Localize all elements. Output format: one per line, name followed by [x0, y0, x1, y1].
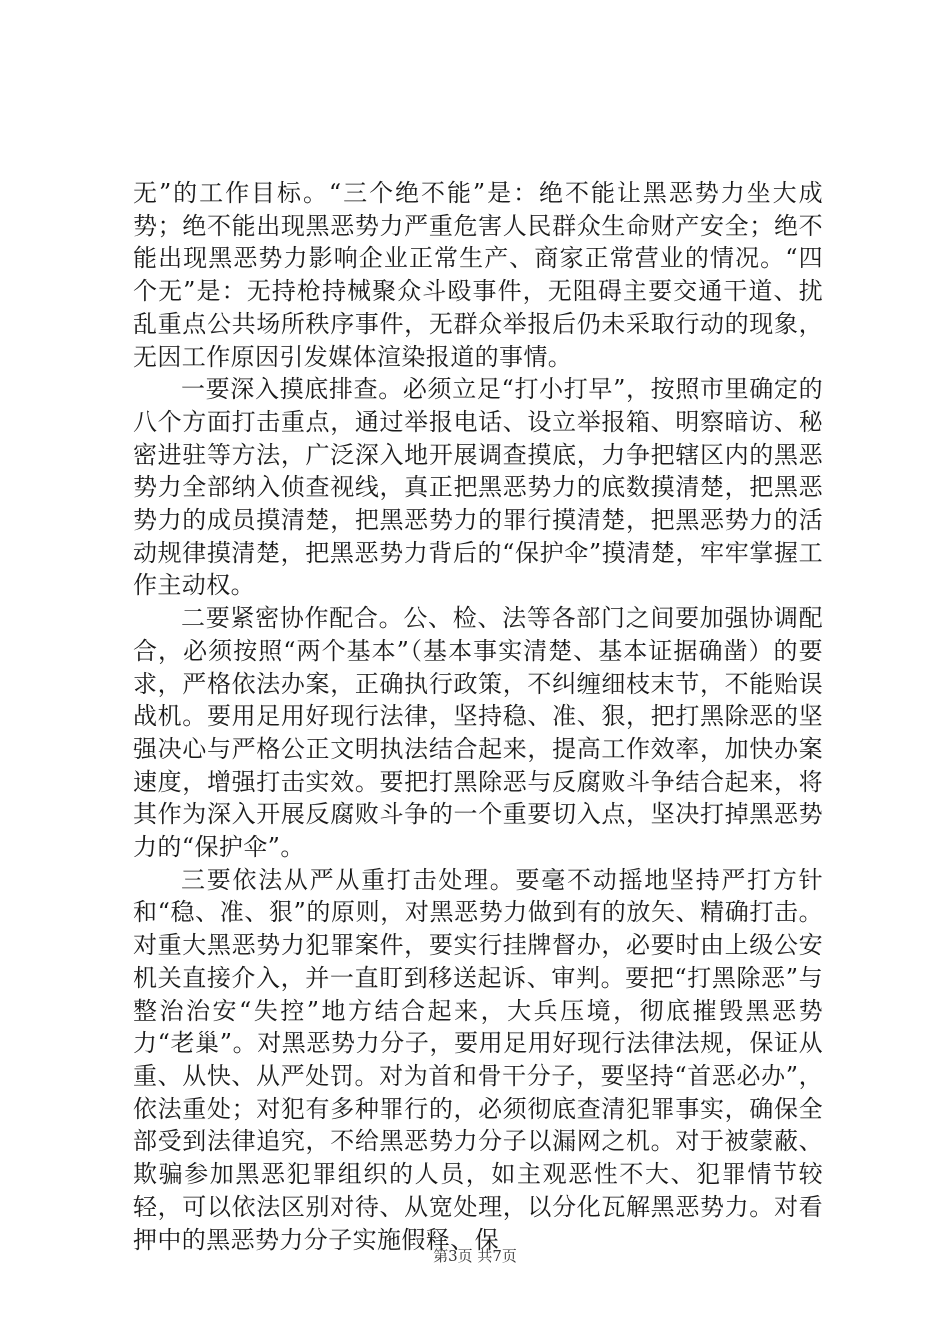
document-body [133, 177, 823, 1256]
paragraph-punishment: 三要依法从严从重打击处理。要毫不动摇地坚持严打方针和“稳、准、狠”的原则，对黑恶势力做到有的放矢、精确打击。对重大黑恶势力犯罪案件，要实行挂牌督办，必要时由上级公安机关直接介入，并一直盯到移送起诉、审判。要把“打黑除恶”与整治治安“失控”地方结合起来，大兵压境，彻底摧毁黑恶势力“老巢”。对黑恶势力分子，要用足用好现行法律法规，保证从重、从快、从严处罚。对为首和骨干分子，要坚持“首恶必办”，依法重处；对犯有多种罪行的，必须彻底查清犯罪事实，确保全部受到法律追究，不给黑恶势力分子以漏网之机。对于被蒙蔽、欺骗参加黑恶犯罪组织的人员，如主观恶性不大、犯罪情节较轻，可以依法区别对待、从宽处理，以分化瓦解黑恶势力。对看押中的黑恶势力分子实施假释、保 [133, 865, 823, 1254]
page-number-footer: 第3页 共7页 [433, 1247, 517, 1265]
paragraph-investigation: 一要深入摸底排查。必须立足“打小打早”，按照市里确定的八个方面打击重点，通过举报电话、设立举报箱、明察暗访、秘密进驻等方法，广泛深入地开展调查摸底，力争把辖区内的黑恶势力全部纳入侦查视线，真正把黑恶势力的底数摸清楚，把黑恶势力的成员摸清楚，把黑恶势力的罪行摸清楚，把黑恶势力的活动规律摸清楚，把黑恶势力背后的“保护伞”摸清楚，牢牢掌握工作主动权。 [133, 375, 823, 600]
paragraph-continuation: 无”的工作目标。“三个绝不能”是：绝不能让黑恶势力坐大成势；绝不能出现黑恶势力严重危害人民群众生命财产安全；绝不能出现黑恶势力影响企业正常生产、商家正常营业的情况。“四个无”是：无持枪持械聚众斗殴事件，无阻碍主要交通干道、扰乱重点公共场所秩序事件，无群众举报后仍未采取行动的现象，无因工作原因引发媒体渲染报道的事情。 [133, 179, 823, 371]
paragraph-cooperation: 二要紧密协作配合。公、检、法等各部门之间要加强协调配合，必须按照“两个基本”（基本事实清楚、基本证据确凿）的要求，严格依法办案，正确执行政策，不纠缠细枝末节，不能贻误战机。要用足用好现行法律，坚持稳、准、狠，把打黑除恶的坚强决心与严格公正文明执法结合起来，提高工作效率，加快办案速度，增强打击实效。要把打黑除恶与反腐败斗争结合起来，将其作为深入开展反腐败斗争的一个重要切入点，坚决打掉黑恶势力的“保护伞”。 [133, 604, 823, 862]
